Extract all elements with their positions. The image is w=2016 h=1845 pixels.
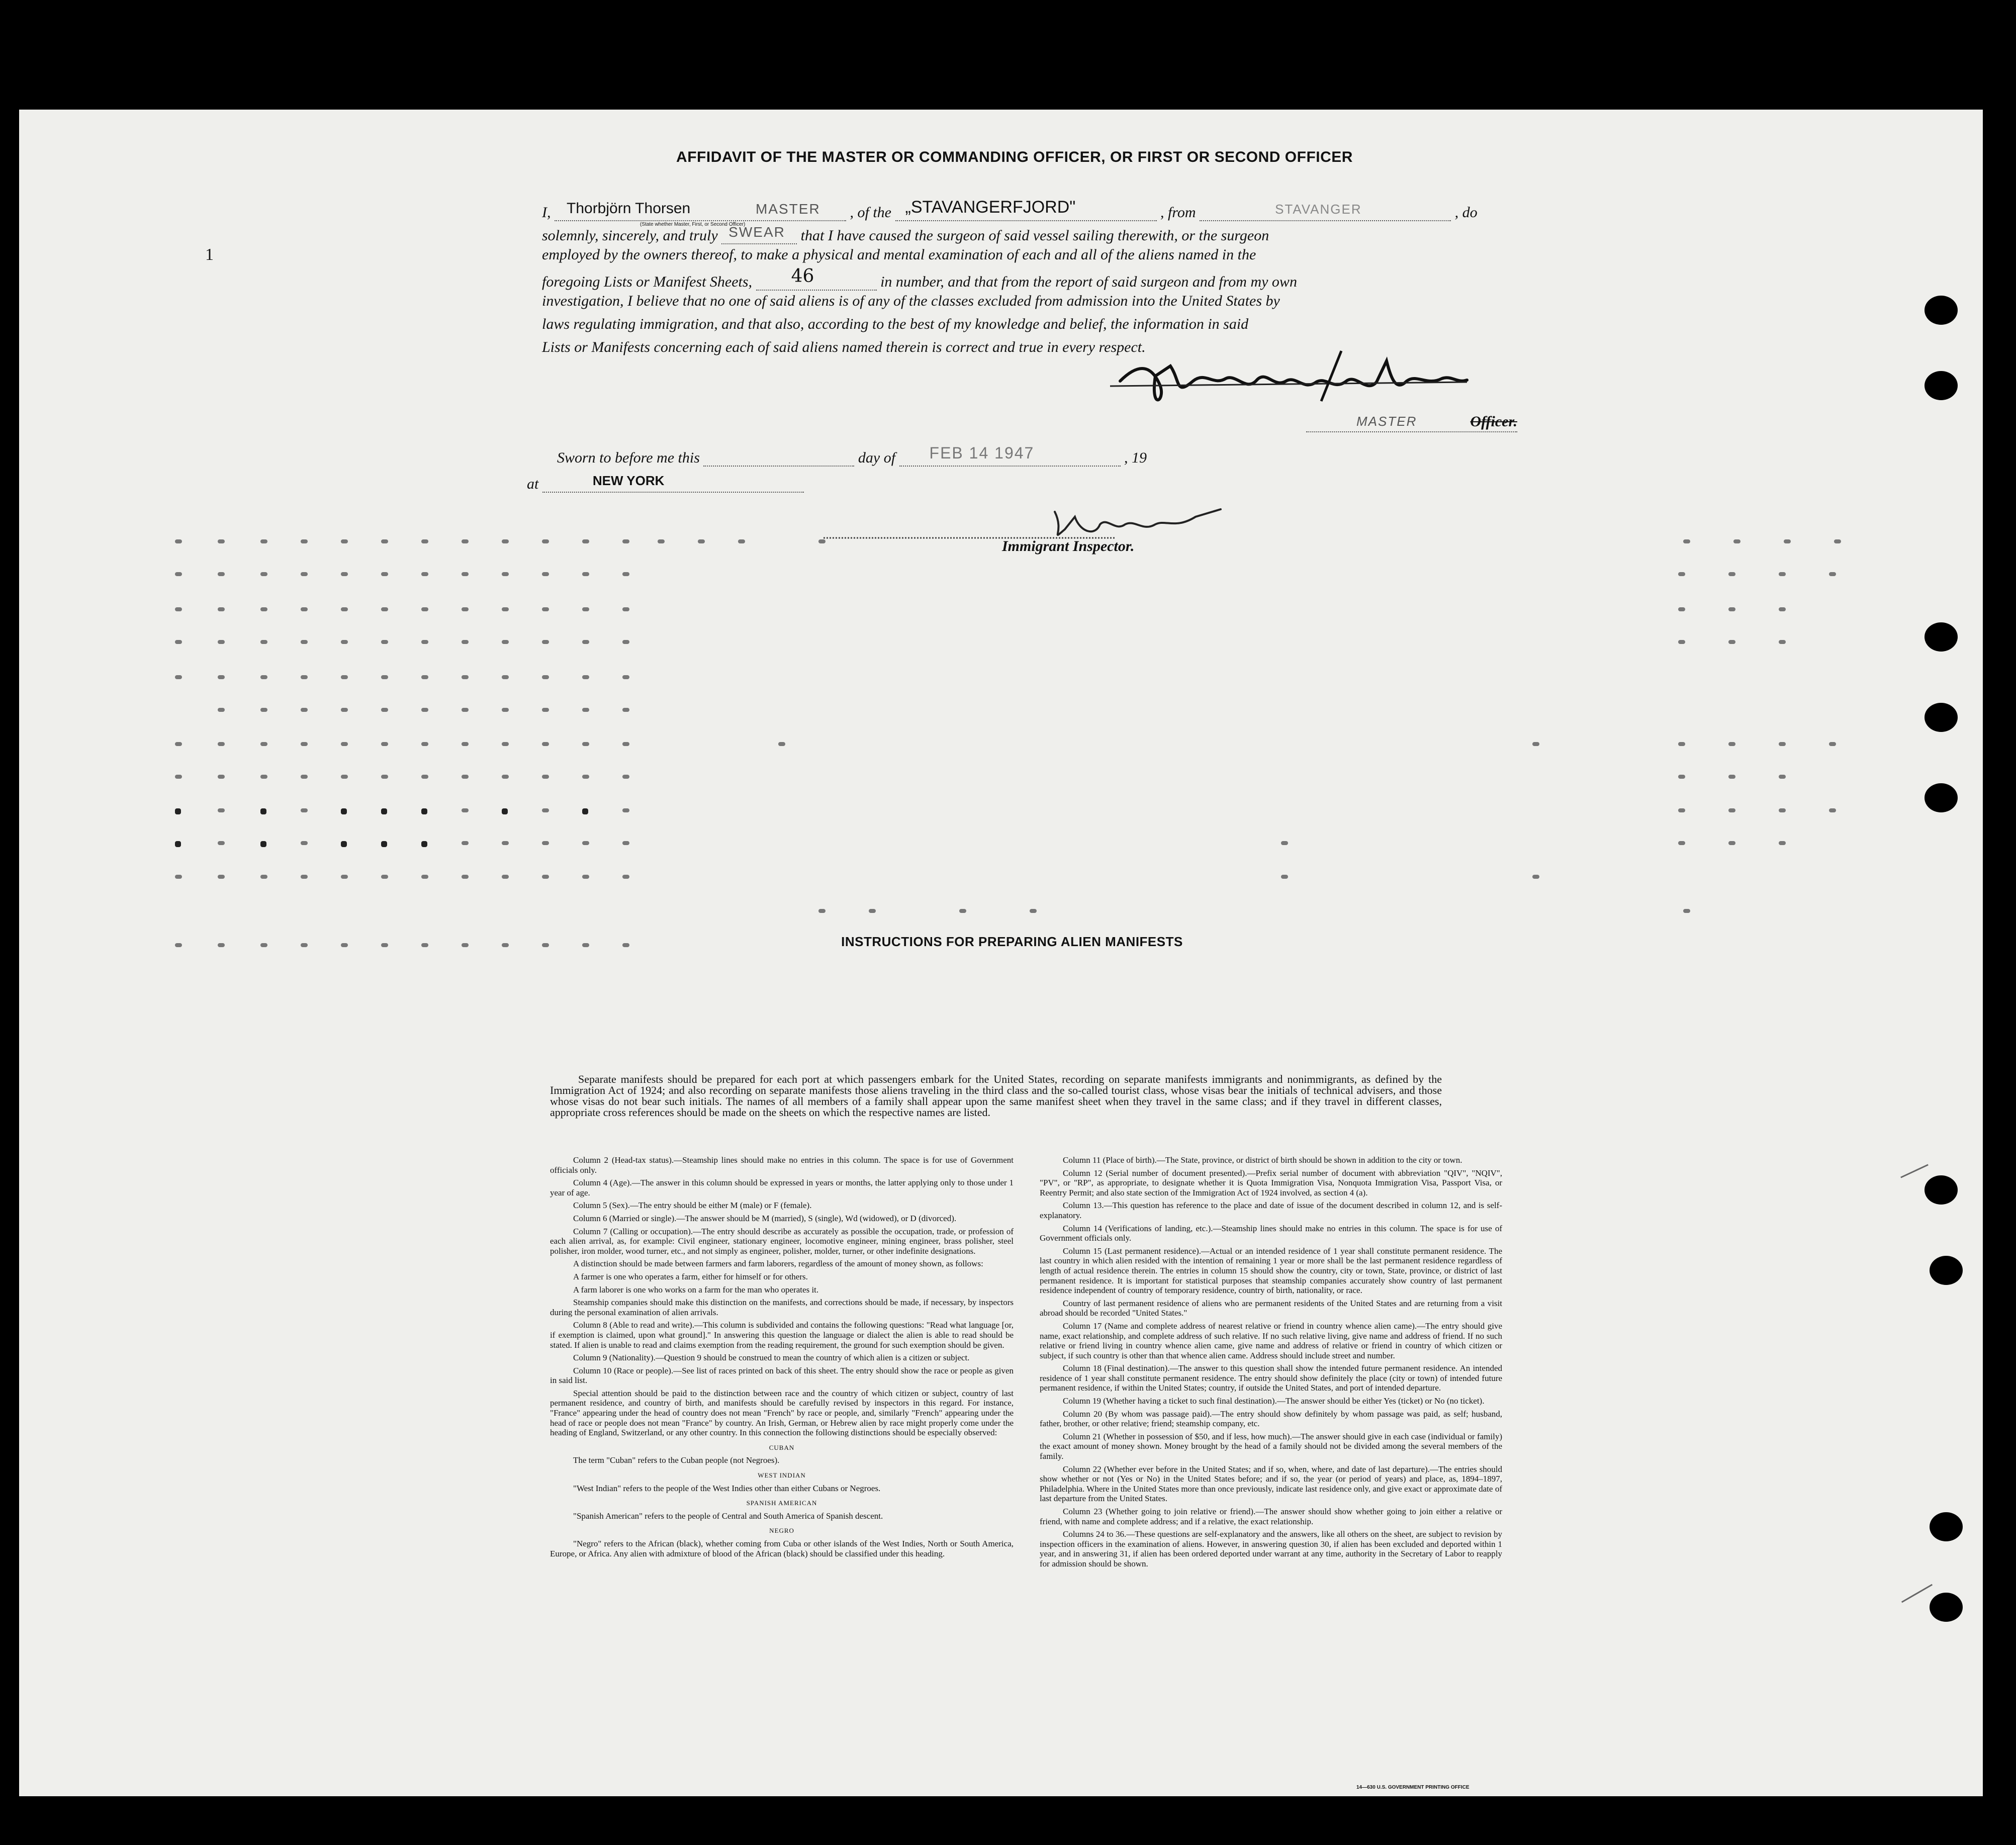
officer-word: Officer. [1470, 413, 1517, 430]
affidavit-line-5: investigation, I believe that no one of said aliens is of any of the classes excluded from admission into the United States by [542, 293, 1280, 309]
binder-hole [1925, 703, 1958, 732]
oath-field [721, 223, 797, 244]
hole-tear [1900, 1164, 1929, 1178]
bleed-row [175, 640, 1935, 650]
bleed-row [175, 742, 1935, 752]
affidavit-line-4: foregoing Lists or Manifest Sheets, 46 in number, and that from the report of said surgeon and from my own [542, 266, 1297, 290]
officer-title-line [1306, 411, 1517, 432]
officer-name: Thorbjörn Thorsen [567, 200, 691, 217]
signer-title: MASTER [1356, 414, 1417, 429]
binder-hole [1930, 1593, 1963, 1622]
sworn-day-field [703, 445, 854, 467]
sworn-place-line: at NEW YORK [527, 472, 929, 497]
vessel-name: „STAVANGERFJORD" [905, 198, 1076, 217]
instructions-right-column: Column 11 (Place of birth).—The State, province, or district of birth should be shown in addition to the city or town. Column 12 (Serial number of document presented).—Prefix serial number of document with abbreviation "QIV", "NQIV", "PV", or "RP", as appropriate, to designate whether it is Quota Immigration Visa, Nonquota Immigration Visa, Passport Visa, or Reentry Permit; and also state section of the Immigration Act of 1924 involved, as section 4 (a). Column 13.—This question has reference to the place and date of issue of the document described in column 12, and is self-explanatory. Column 14 (Verifications of landing, etc.).—Steamship lines should make no entries in this column. The space is for use of Government officials only. Column 15 (Last permanent residence).—Actual or an intended residence of 1 year shall constitute permanent residence. The last country in which alien resided with the intention of remaining 1 year or more shall be the last permanent residence regardless of length of actual residence therein. The entries in column 15 should show the country, city or town, State, province, or district of last permanent residence. It is important for statistical purposes that steamship companies accurately show country of last permanent residence independent of country of temporary residence, country of birth, nationality, or race. Country of last permanent residence of aliens who are permanent residents of the United States and are returning from a visit abroad should be recorded "United States." Column 17 (Name and complete address of nearest relative or friend in country whence alien came).—The entry should give name, exact relationship, and complete address of such relative. If no such relative living, give name and address of friend. If no such relative or friend living in country whence alien came, give name and address of relative or friend in country of which citizen or subject, if such country is other than that whence alien came. Address should include street and number. Column 18 (Final destination).—The answer to this question shall show the intended future permanent residence. An intended residence of 1 year shall constitute permanent residence. The entry should show definitely the place (city or town) of intended future permanent residence, if within the United States; country, if outside the United States, and port of intended departure. Column 19 (Whether having a ticket to such final destination).—The answer should be either Yes (ticket) or No (no ticket). Column 20 (By whom was passage paid).—The entry should show definitely by whom passage was paid, as self; husband, father, brother, or other relative; friend; steamship company, etc. Column 21 (Whether in possession of $50, and if less, how much).—The answer should give in each case (individual or family) the exact amount of money shown. Money brought by the head of a family should not be divided among the several members of the family. Column 22 (Whether ever before in the United States; and if so, when, where, and date of last departure).—The entries should show whether or not (Yes or No) in the United States before; and if so, the year (or period of years) and place, as, 1894–1897, Philadelphia. Where in the United States more than once previously, indicate last residence only, and give exact or approximate date of last departure from the United States. Column 23 (Whether going to join relative or friend).—The answer should show whether going to join either a relative or friend, with name and complete address; and if a relative, the exact relationship. Columns 24 to 36.—These questions are self-explanatory and the answers, like all others on the sheet, are subject to revision by inspection officers in the examination of aliens. However, in answering question 30, if alien has been excluded and deported within 1 year, and in answering 31, if alien has been ordered deported under warrant at any time, authority in the Secretary of Labor to reapply for admission should be shown. [1040, 1155, 1502, 1569]
binder-hole [1930, 1256, 1963, 1285]
bleed-row [175, 607, 1935, 617]
hole-tear [1901, 1584, 1933, 1603]
affidavit-line-1: I, Thorbjörn Thorsen MASTER (State whether Master, First, or Second Officer) , of the „STAVANGERFJORD" , from STAVANGER , do [542, 198, 1478, 227]
affidavit-line-2: solemnly, sincerely, and truly SWEAR that I have caused the surgeon of said vessel sailing therewith, or the surgeon [542, 224, 1269, 244]
instructions-left-column: Column 2 (Head-tax status).—Steamship lines should make no entries in this column. The space is for use of Government officials only. Column 4 (Age).—The answer in this column should be expressed in years or months, the latter applying only to those under 1 year of age. Column 5 (Sex).—The entry should be either M (male) or F (female). Column 6 (Married or single).—The answer should be M (married), S (single), Wd (widowed), or D (divorced). Column 7 (Calling or occupation).—The entry should describe as accurately as possible the occupation, trade, or profession of each alien arrival, as, for example: Civil engineer, stationary engineer, locomotive engineer, mining engineer, brass polisher, steel polisher, iron molder, wood turner, etc., and not simply as engineer, polisher, molder, turner, or other indefinite designations. A distinction should be made between farmers and farm laborers, regardless of the amount of money shown, as follows: A farmer is one who operates a farm, either for himself or for others. A farm laborer is one who works on a farm for the man who operates it. Steamship companies should make this distinction on the manifests, and corrections should be made, if necessary, by inspectors during the personal examination of alien arrivals. Column 8 (Able to read and write).—This column is subdivided and contains the following questions: "Read what language [or, if exemption is claimed, upon what ground]." In answering this question the language or dialect the alien is able to read should be stated. If alien is unable to read and claims exemption from the reading requirement, the ground for such exemption should be given. Column 9 (Nationality).—Question 9 should be construed to mean the country of which alien is a citizen or subject. Column 10 (Race or people).—See list of races printed on back of this sheet. The entry should show the race or people as given in said list. Special attention should be paid to the distinction between race and the country of which citizen or subject, country of last permanent residence, and country of birth, and manifests should be carefully revised by inspectors in this regard. For instance, "France" appearing under the head of country does not mean "French" by race or people, and, similarly "French" appearing under the head of race or people does not mean "France" by country. An Irish, German, or Hebrew alien by race might properly come under the heading of England, Switzerland, or any other country. In this connection the following distinctions should be especially observed: CUBAN The term "Cuban" refers to the Cuban people (not Negroes). WEST INDIAN "West Indian" refers to the people of the West Indies other than either Cubans or Negroes. SPANISH AMERICAN "Spanish American" refers to the people of Central and South America of Spanish descent. NEGRO "Negro" refers to the African (black), whether coming from Cuba or other islands of the West Indies, North or South America, Europe, or Africa. Any alien with admixture of blood of the African (black) should be classified under this heading. [550, 1155, 1014, 1558]
port-field [1200, 200, 1451, 221]
bleed-row [175, 841, 1935, 851]
cuban-heading: CUBAN [769, 1443, 795, 1451]
bleed-row [175, 875, 1935, 885]
sheets-count: 46 [791, 266, 814, 287]
west-indian-heading: WEST INDIAN [758, 1471, 806, 1480]
spanish-american-heading: SPANISH AMERICAN [746, 1499, 817, 1507]
officer-rank: MASTER [756, 201, 820, 217]
document-page [19, 110, 1983, 1796]
affidavit-line-3: employed by the owners thereof, to make a physical and mental examination of each and all of the aliens named in the [542, 246, 1256, 263]
bleed-row [175, 539, 1935, 549]
bleed-row [175, 708, 1935, 718]
affidavit-title: AFFIDAVIT OF THE MASTER OR COMMANDING OFFICER, OR FIRST OR SECOND OFFICER [676, 149, 1353, 165]
sworn-place: NEW YORK [592, 473, 665, 488]
officer-name-field [555, 200, 846, 227]
binder-hole [1925, 622, 1958, 652]
bleed-row [175, 808, 1935, 818]
sworn-date-field [899, 445, 1121, 467]
master-signature [1105, 346, 1507, 421]
page-mark: 1 [205, 245, 214, 264]
bleed-row [175, 675, 1935, 685]
negro-heading: NEGRO [769, 1527, 794, 1535]
instructions-intro: Separate manifests should be prepared for each port at which passengers embark for the United States, recording on separate manifests immigrants and nonimmigrants, as defined by the Immigration Act of 1924; and also recording on separate manifests those aliens traveling in the third class and the so-called tourist class, whose visas bear the initials of technical advisers, and those whose visas do not bear such initials. The names of all members of a family shall appear upon the same manifest sheet when they travel in the same class; and if they travel in different classes, appropriate cross references should be made on the sheets on which the respective names are listed. [550, 1073, 1442, 1119]
printer-note: 14—630 U.S. GOVERNMENT PRINTING OFFICE [1356, 1785, 1470, 1790]
oath-word: SWEAR [728, 224, 785, 240]
sworn-line: Sworn to before me this day of FEB 14 1947 , 19 [557, 444, 1147, 466]
binder-hole [1925, 1175, 1958, 1205]
binder-hole [1925, 783, 1958, 812]
port-name: STAVANGER [1275, 202, 1362, 217]
rank-hint: (State whether Master, First, or Second Officer) [640, 222, 746, 227]
bleed-row [175, 775, 1935, 785]
affidavit-line-6: laws regulating immigration, and that also, according to the best of my knowledge and belief, the information in said [542, 316, 1249, 332]
inspector-label: Immigrant Inspector. [1002, 538, 1135, 555]
bleed-row [175, 909, 1935, 919]
sworn-place-field [542, 472, 804, 493]
bleed-row [175, 572, 1935, 582]
vessel-field [895, 200, 1157, 221]
binder-hole [1925, 296, 1958, 325]
sworn-date: FEB 14 1947 [929, 444, 1035, 462]
binder-hole [1925, 371, 1958, 400]
binder-hole [1930, 1512, 1963, 1541]
sheets-field [756, 266, 877, 291]
affidavit-line-7: Lists or Manifests concerning each of said aliens named therein is correct and true in every respect. [542, 339, 1146, 355]
instructions-title: INSTRUCTIONS FOR PREPARING ALIEN MANIFESTS [841, 934, 1183, 949]
